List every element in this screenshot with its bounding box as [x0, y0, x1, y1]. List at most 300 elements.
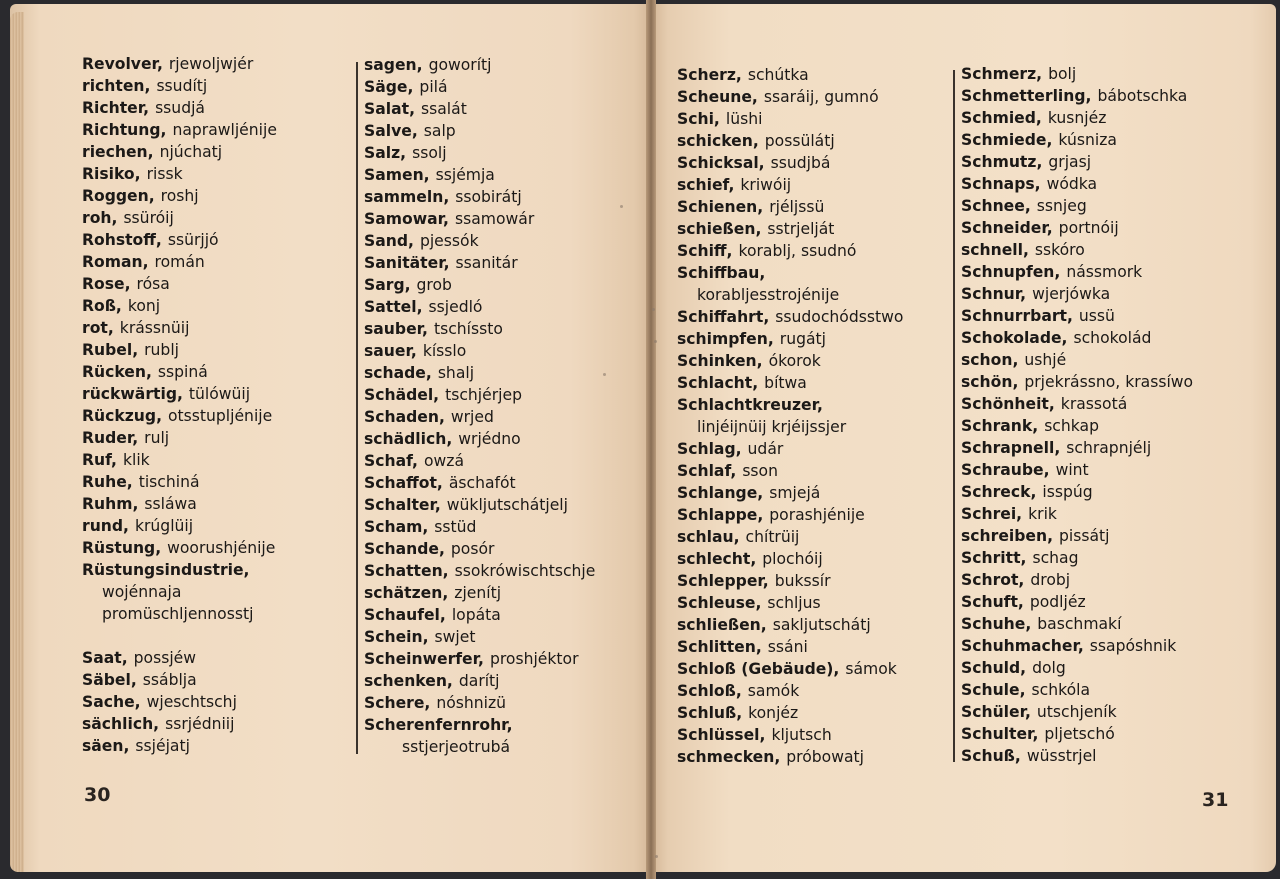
dictionary-entry [364, 736, 595, 758]
entry-headword: Samen, [364, 166, 430, 184]
entry-translation: krik [1028, 505, 1057, 523]
dictionary-entry [961, 657, 1193, 679]
entry-headword: Schaf, [364, 452, 418, 470]
entry-headword: sauber, [364, 320, 428, 338]
entry-translation: konjéz [748, 704, 799, 722]
dictionary-entry [364, 230, 595, 252]
dictionary-entry [82, 559, 277, 581]
entry-headword: Schritt, [961, 549, 1027, 567]
entry-headword: schätzen, [364, 584, 449, 602]
entry-headword: Schmiede, [961, 131, 1053, 149]
dictionary-entry [677, 724, 903, 746]
entry-translation: ssanitár [455, 254, 518, 272]
entry-translation: rjewoljwjér [168, 55, 254, 73]
entry-translation: tschjérjep [445, 386, 522, 404]
entry-headword: rund, [82, 517, 129, 535]
entry-headword: Rücken, [82, 363, 152, 381]
entry-translation: schokolád [1073, 329, 1152, 347]
dictionary-entry [82, 691, 277, 713]
dictionary-entry [961, 283, 1193, 305]
entry-translation: kljutsch [771, 726, 832, 744]
dictionary-entry [961, 129, 1193, 151]
entry-translation: ssáblja [142, 671, 197, 689]
entry-headword: Schrei, [961, 505, 1023, 523]
entry-headword: Ruhm, [82, 495, 139, 513]
entry-translation: sstjerjeotrubá [402, 738, 511, 756]
paper-speck [620, 205, 623, 208]
dictionary-entry [82, 339, 277, 361]
entry-translation: isspúg [1042, 483, 1093, 501]
entry-headword: Schulter, [961, 725, 1039, 743]
entry-headword: Schmutz, [961, 153, 1043, 171]
dictionary-entry [677, 394, 903, 416]
entry-headword: Schere, [364, 694, 431, 712]
dictionary-entry [82, 383, 277, 405]
entry-headword: Rohstoff, [82, 231, 162, 249]
entry-translation: tschíssto [433, 320, 503, 338]
entry-headword: Schlachtkreuzer, [677, 396, 823, 414]
page-stack-edge [10, 12, 24, 872]
dictionary-entry [82, 75, 277, 97]
dictionary-entry [364, 560, 595, 582]
entry-translation: próbowatj [786, 748, 864, 766]
dictionary-entry [961, 151, 1193, 173]
entry-translation: tülówüij [188, 385, 251, 403]
dictionary-entry [961, 679, 1193, 701]
entry-translation: podljéz [1029, 593, 1086, 611]
dictionary-entry [677, 592, 903, 614]
dictionary-entry [677, 108, 903, 130]
dictionary-entry [364, 296, 595, 318]
entry-translation: nássmork [1066, 263, 1143, 281]
dictionary-entry [82, 141, 277, 163]
entry-translation: shalj [437, 364, 475, 382]
entry-headword: schimpfen, [677, 330, 774, 348]
entry-headword: schief, [677, 176, 735, 194]
dictionary-entry [961, 745, 1193, 767]
dictionary-entry [677, 614, 903, 636]
entry-translation: zjenítj [454, 584, 502, 602]
dictionary-entry [961, 613, 1193, 635]
dictionary-entry [364, 604, 595, 626]
dictionary-entry [82, 471, 277, 493]
dictionary-entry [677, 174, 903, 196]
dictionary-entry [961, 349, 1193, 371]
entry-translation: bítwa [764, 374, 807, 392]
entry-translation: pjessók [419, 232, 479, 250]
entry-translation: kriwóij [740, 176, 792, 194]
entry-headword: schmecken, [677, 748, 781, 766]
entry-translation: bolj [1048, 65, 1077, 83]
entry-translation: sstüd [434, 518, 477, 536]
entry-translation: plochóij [762, 550, 823, 568]
entry-translation: ssrjédniij [165, 715, 235, 733]
entry-translation: bukssír [774, 572, 831, 590]
entry-headword: schon, [961, 351, 1019, 369]
dictionary-entry [961, 591, 1193, 613]
entry-headword: Schnupfen, [961, 263, 1061, 281]
entry-translation: drobj [1030, 571, 1071, 589]
paper-speck [655, 855, 658, 858]
dictionary-entry [364, 142, 595, 164]
dictionary-entry [82, 53, 277, 75]
dictionary-entry [82, 603, 277, 625]
entry-translation: nóshnizü [436, 694, 507, 712]
entry-translation: schljus [767, 594, 821, 612]
dictionary-entry [677, 130, 903, 152]
entry-headword: Schmetterling, [961, 87, 1092, 105]
dictionary-entry [364, 472, 595, 494]
entry-translation: lüshi [725, 110, 763, 128]
dictionary-entry [961, 635, 1193, 657]
entry-translation: ssláwa [144, 495, 197, 513]
entry-headword: Schraube, [961, 461, 1050, 479]
entry-headword: Scheune, [677, 88, 758, 106]
dictionary-entry [677, 152, 903, 174]
entry-translation: ssudjá [155, 99, 205, 117]
entry-translation: promüschljennosstj [102, 605, 254, 623]
entry-headword: Sanitäter, [364, 254, 450, 272]
entry-headword: Schicksal, [677, 154, 765, 172]
entry-translation: krúglüij [134, 517, 194, 535]
dictionary-entry [82, 713, 277, 735]
dictionary-entry [364, 252, 595, 274]
entry-headword: Schreck, [961, 483, 1037, 501]
entry-headword: schicken, [677, 132, 759, 150]
dictionary-entry [364, 384, 595, 406]
entry-headword: Schuld, [961, 659, 1027, 677]
entry-translation: udár [747, 440, 784, 458]
entry-translation: schag [1032, 549, 1079, 567]
entry-headword: Salat, [364, 100, 415, 118]
dictionary-entry [364, 208, 595, 230]
entry-translation: schútka [747, 66, 809, 84]
dictionary-entry [961, 437, 1193, 459]
paper-speck [652, 308, 655, 311]
entry-translation: owzá [423, 452, 465, 470]
entry-translation: kísslo [422, 342, 467, 360]
entry-headword: richten, [82, 77, 151, 95]
entry-headword: säen, [82, 737, 130, 755]
dictionary-entry [677, 196, 903, 218]
entry-translation: samók [747, 682, 800, 700]
dictionary-entry [677, 504, 903, 526]
entry-translation: njúchatj [159, 143, 223, 161]
entry-translation: possülátj [764, 132, 835, 150]
dictionary-column-4 [961, 63, 1193, 767]
entry-headword: Scham, [364, 518, 429, 536]
dictionary-entry [82, 669, 277, 691]
entry-headword: Säge, [364, 78, 414, 96]
entry-headword: Schaden, [364, 408, 445, 426]
dictionary-entry [82, 229, 277, 251]
entry-translation: ssudjbá [770, 154, 831, 172]
entry-headword: Schalter, [364, 496, 441, 514]
entry-headword: Schlüssel, [677, 726, 766, 744]
entry-translation: ssjéjatj [135, 737, 190, 755]
entry-translation: schkóla [1031, 681, 1091, 699]
entry-headword: Schluß, [677, 704, 743, 722]
entry-headword: Schüler, [961, 703, 1031, 721]
entry-translation: kúsniza [1058, 131, 1117, 149]
entry-headword: Schienen, [677, 198, 764, 216]
entry-translation: krassotá [1060, 395, 1128, 413]
dictionary-entry [677, 702, 903, 724]
book-spine [646, 0, 656, 879]
page-number-right: 31 [1202, 789, 1229, 811]
entry-headword: Schloß, [677, 682, 742, 700]
dictionary-entry [961, 305, 1193, 327]
entry-headword: Schleuse, [677, 594, 762, 612]
dictionary-entry [364, 54, 595, 76]
entry-translation: rulj [144, 429, 170, 447]
entry-headword: rückwärtig, [82, 385, 183, 403]
dictionary-entry [677, 86, 903, 108]
entry-headword: Schande, [364, 540, 445, 558]
entry-translation: darítj [458, 672, 500, 690]
entry-translation: krássnüij [119, 319, 190, 337]
dictionary-column-2 [364, 54, 595, 758]
dictionary-entry [961, 393, 1193, 415]
paper-speck [654, 340, 657, 343]
entry-translation: román [154, 253, 205, 271]
entry-headword: Säbel, [82, 671, 137, 689]
entry-translation: klik [122, 451, 150, 469]
entry-translation: ssalát [421, 100, 467, 118]
entry-translation: korablj, ssudnó [738, 242, 857, 260]
dictionary-entry [82, 251, 277, 273]
entry-headword: roh, [82, 209, 118, 227]
dictionary-entry [364, 120, 595, 142]
entry-translation: salp [423, 122, 456, 140]
entry-translation: kusnjéz [1047, 109, 1107, 127]
entry-translation: portnóij [1058, 219, 1119, 237]
dictionary-entry [364, 516, 595, 538]
entry-translation: wrjed [450, 408, 494, 426]
dictionary-entry [677, 460, 903, 482]
dictionary-entry [364, 76, 595, 98]
dictionary-column-1 [82, 53, 277, 757]
dictionary-entry [364, 406, 595, 428]
entry-headword: Schuhmacher, [961, 637, 1084, 655]
entry-headword: Schuß, [961, 747, 1021, 765]
entry-headword: Schokolade, [961, 329, 1068, 347]
entry-headword: Schlaf, [677, 462, 737, 480]
entry-headword: Richter, [82, 99, 150, 117]
entry-translation: swjet [434, 628, 476, 646]
entry-translation: wjerjówka [1032, 285, 1111, 303]
entry-translation: ushjé [1024, 351, 1067, 369]
dictionary-entry [82, 735, 277, 757]
entry-headword: Schnaps, [961, 175, 1041, 193]
dictionary-entry [364, 648, 595, 670]
dictionary-entry [961, 723, 1193, 745]
entry-headword: Schlepper, [677, 572, 769, 590]
entry-translation: goworítj [428, 56, 492, 74]
entry-headword: Schiff, [677, 242, 733, 260]
entry-headword: sächlich, [82, 715, 160, 733]
dictionary-entry [82, 427, 277, 449]
dictionary-entry [364, 494, 595, 516]
entry-headword: Roß, [82, 297, 122, 315]
entry-translation: ssapóshnik [1089, 637, 1177, 655]
dictionary-entry [961, 239, 1193, 261]
entry-headword: Ruder, [82, 429, 139, 447]
dictionary-entry [677, 746, 903, 768]
dictionary-entry [82, 97, 277, 119]
entry-translation: wojénnaja [102, 583, 182, 601]
entry-headword: Saat, [82, 649, 128, 667]
entry-translation: ussü [1078, 307, 1115, 325]
entry-headword: Schinken, [677, 352, 763, 370]
entry-translation: sámok [845, 660, 897, 678]
entry-translation: pilá [419, 78, 448, 96]
dictionary-entry [961, 525, 1193, 547]
dictionary-entry [677, 658, 903, 680]
entry-headword: Ruf, [82, 451, 117, 469]
entry-translation: dolg [1032, 659, 1066, 677]
entry-headword: schädlich, [364, 430, 453, 448]
dictionary-entry [82, 185, 277, 207]
entry-translation: wrjédno [458, 430, 521, 448]
entry-translation: ssamowár [454, 210, 535, 228]
entry-translation: woorushjénije [167, 539, 276, 557]
dictionary-entry [364, 714, 595, 736]
dictionary-entry [82, 273, 277, 295]
dictionary-entry [961, 415, 1193, 437]
dictionary-entry [961, 569, 1193, 591]
dictionary-entry [82, 361, 277, 383]
dictionary-column-3 [677, 64, 903, 768]
dictionary-entry [677, 548, 903, 570]
entry-translation: pissátj [1059, 527, 1110, 545]
entry-headword: Salve, [364, 122, 418, 140]
dictionary-entry [677, 218, 903, 240]
dictionary-entry [961, 63, 1193, 85]
entry-translation: wódka [1046, 175, 1098, 193]
entry-headword: Richtung, [82, 121, 167, 139]
entry-translation: tischiná [138, 473, 200, 491]
entry-headword: Schiffbau, [677, 264, 766, 282]
dictionary-entry [82, 449, 277, 471]
entry-translation: chítrüij [745, 528, 800, 546]
entry-headword: Schuft, [961, 593, 1024, 611]
entry-translation: sskóro [1034, 241, 1085, 259]
dictionary-entry [82, 295, 277, 317]
entry-translation: ssjémja [435, 166, 495, 184]
entry-headword: Schädel, [364, 386, 440, 404]
entry-translation: posór [450, 540, 495, 558]
entry-headword: Schlange, [677, 484, 764, 502]
entry-translation: ssudítj [156, 77, 208, 95]
entry-headword: schön, [961, 373, 1019, 391]
entry-headword: Rose, [82, 275, 131, 293]
entry-translation: baschmakí [1037, 615, 1122, 633]
dictionary-entry [961, 327, 1193, 349]
entry-translation: ssürjjó [167, 231, 219, 249]
dictionary-entry [961, 481, 1193, 503]
dictionary-entry [961, 261, 1193, 283]
entry-headword: Rubel, [82, 341, 139, 359]
entry-translation: korabljesstrojénije [697, 286, 840, 304]
entry-translation: wüsstrjel [1026, 747, 1097, 765]
dictionary-entry [677, 680, 903, 702]
entry-translation: rjéljssü [769, 198, 825, 216]
dictionary-entry [677, 328, 903, 350]
entry-translation: porashjénije [769, 506, 865, 524]
entry-headword: Schmerz, [961, 65, 1043, 83]
dictionary-entry [961, 459, 1193, 481]
entry-translation: utschjeník [1036, 703, 1117, 721]
entry-headword: Schneider, [961, 219, 1053, 237]
dictionary-entry [82, 317, 277, 339]
entry-headword: sagen, [364, 56, 423, 74]
column-divider-right [953, 70, 955, 762]
entry-translation: rublj [144, 341, 179, 359]
dictionary-entry [82, 647, 277, 669]
dictionary-entry [677, 306, 903, 328]
entry-headword: Schlappe, [677, 506, 764, 524]
dictionary-entry [82, 163, 277, 185]
entry-translation: lopáta [451, 606, 501, 624]
entry-headword: Samowar, [364, 210, 449, 228]
dictionary-entry [961, 217, 1193, 239]
entry-headword: Schein, [364, 628, 429, 646]
dictionary-entry [82, 405, 277, 427]
entry-headword: Schnur, [961, 285, 1027, 303]
entry-headword: Schatten, [364, 562, 449, 580]
entry-translation: ssudochódsstwo [775, 308, 904, 326]
entry-translation: linjéijnüij krjéijssjer [697, 418, 847, 436]
dictionary-entry [364, 450, 595, 472]
dictionary-entry [82, 493, 277, 515]
entry-translation: wint [1055, 461, 1089, 479]
entry-translation: smjejá [769, 484, 821, 502]
dictionary-entry [82, 207, 277, 229]
entry-translation: rissk [146, 165, 183, 183]
entry-translation: sspiná [157, 363, 208, 381]
entry-headword: Schlacht, [677, 374, 759, 392]
entry-headword: Schönheit, [961, 395, 1055, 413]
entry-headword: Schaffot, [364, 474, 443, 492]
entry-translation: sakljutschátj [772, 616, 871, 634]
entry-headword: Scherz, [677, 66, 742, 84]
entry-translation: ssnjeg [1036, 197, 1087, 215]
dictionary-entry [677, 438, 903, 460]
entry-translation: ókorok [768, 352, 821, 370]
entry-translation: ssaráij, gumnó [763, 88, 879, 106]
entry-translation: wjeschtschj [146, 693, 237, 711]
entry-headword: Scherenfernrohr, [364, 716, 513, 734]
dictionary-entry [364, 164, 595, 186]
dictionary-entry [961, 503, 1193, 525]
entry-translation: ssolj [412, 144, 447, 162]
entry-headword: schlecht, [677, 550, 757, 568]
dictionary-entry [677, 482, 903, 504]
entry-headword: Schloß (Gebäude), [677, 660, 840, 678]
entry-headword: Rüstungsindustrie, [82, 561, 250, 579]
page-number-left: 30 [84, 784, 111, 806]
entry-headword: schlau, [677, 528, 740, 546]
entry-headword: Roggen, [82, 187, 155, 205]
entry-headword: sauer, [364, 342, 417, 360]
dictionary-entry [364, 626, 595, 648]
entry-headword: Scheinwerfer, [364, 650, 484, 668]
dictionary-entry [961, 547, 1193, 569]
entry-headword: Schnurrbart, [961, 307, 1073, 325]
dictionary-entry [364, 582, 595, 604]
entry-translation: schrapnjélj [1066, 439, 1152, 457]
